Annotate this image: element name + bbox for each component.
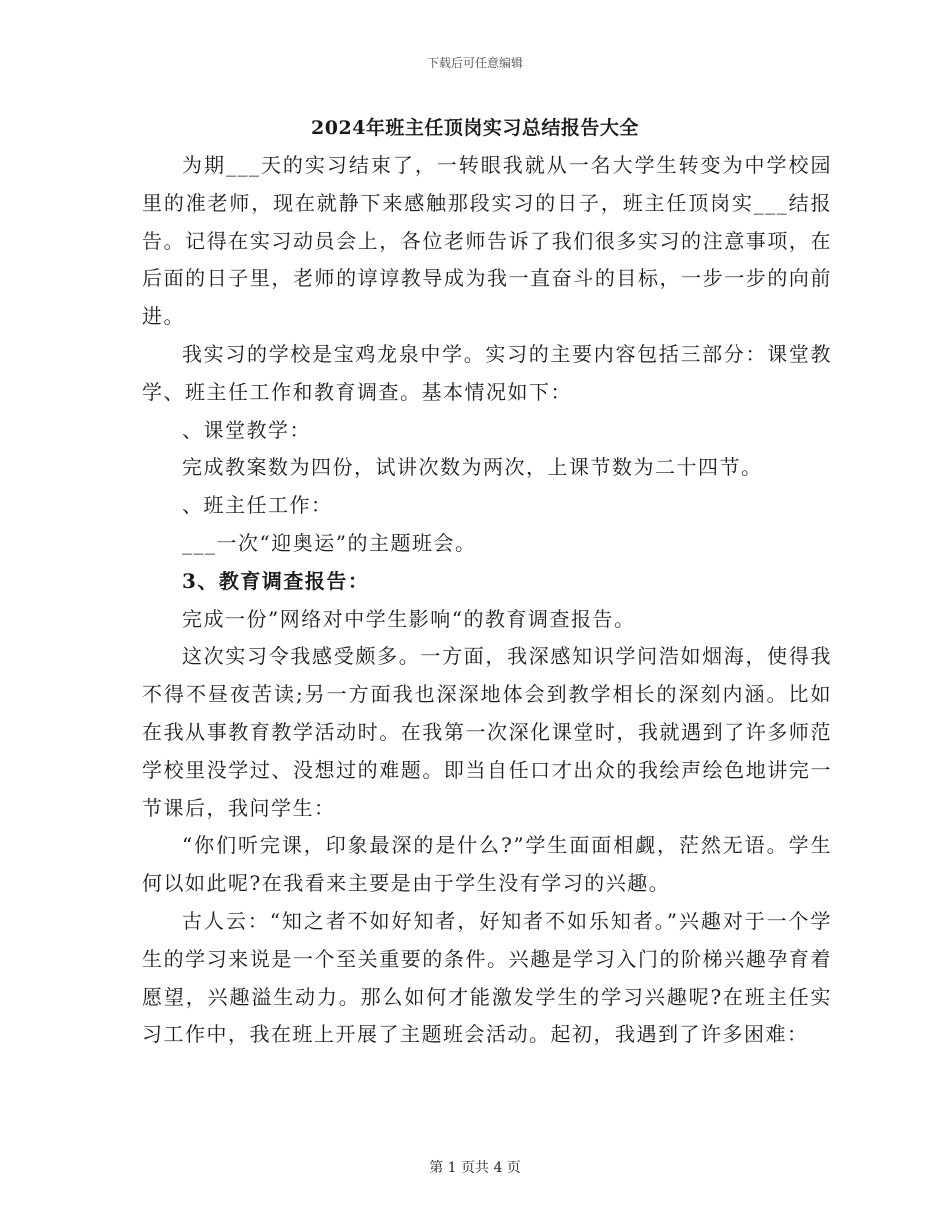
paragraph: 古人云：“知之者不如好知者，好知者不如乐知者。”兴趣对于一个学生的学习来说是一个至关重要的条件。兴趣是学习入门的阶梯兴趣孕育着愿望，兴趣溢生动力。那么如何才能激发学生的学习兴趣呢?在班主任实习工作中，我在班上开展了主题班会活动。起初，我遇到了许多困难： xyxy=(142,908,832,1047)
paragraph: ___一次“迎奥运”的主题班会。 xyxy=(182,530,477,555)
paragraph: “你们听完课，印象最深的是什么?”学生面面相觑，茫然无语。学生何以如此呢?在我看来主要是由于学生没有学习的兴趣。 xyxy=(142,833,832,896)
paragraph: 这次实习令我感受颇多。一方面，我深感知识学问浩如烟海，使得我不得不昼夜苦读;另一方面我也深深地体会到教学相长的深刻内涵。比如在我从事教育教学活动时。在我第一次深化课堂时，我就遇到了许多师范学校里没学过、没想过的难题。即当自任口才出众的我绘声绘色地讲完一节课后，我问学生： xyxy=(142,644,832,820)
paragraph: 完成一份”网络对中学生影响“的教育调查报告。 xyxy=(182,606,636,631)
document-body xyxy=(142,147,832,1054)
page-header: 下载后可任意编辑 xyxy=(426,56,523,70)
paragraph: 完成教案数为四份，试讲次数为两次，上课节数为二十四节。 xyxy=(182,455,763,480)
paragraph: 为期___天的实习结束了，一转眼我就从一名大学生转变为中学校园里的准老师，现在就静下来感触那段实习的日子，班主任顶岗实___结报告。记得在实习动员会上，各位老师告诉了我们很多实习的注意事项，在后面的日子里，老师的谆谆教导成为我一直奋斗的目标，一步一步的向前进。 xyxy=(142,153,832,329)
section-heading: 3、教育调查报告： xyxy=(182,568,370,593)
document-title: 2024年班主任顶岗实习总结报告大全 xyxy=(311,117,639,139)
paragraph: 我实习的学校是宝鸡龙泉中学。实习的主要内容包括三部分：课堂教学、班主任工作和教育调查。基本情况如下： xyxy=(142,341,832,404)
list-heading: 、课堂教学： xyxy=(182,417,311,442)
list-heading: 、班主任工作： xyxy=(182,493,333,518)
page-footer: 第 1 页共 4 页 xyxy=(429,1160,521,1176)
